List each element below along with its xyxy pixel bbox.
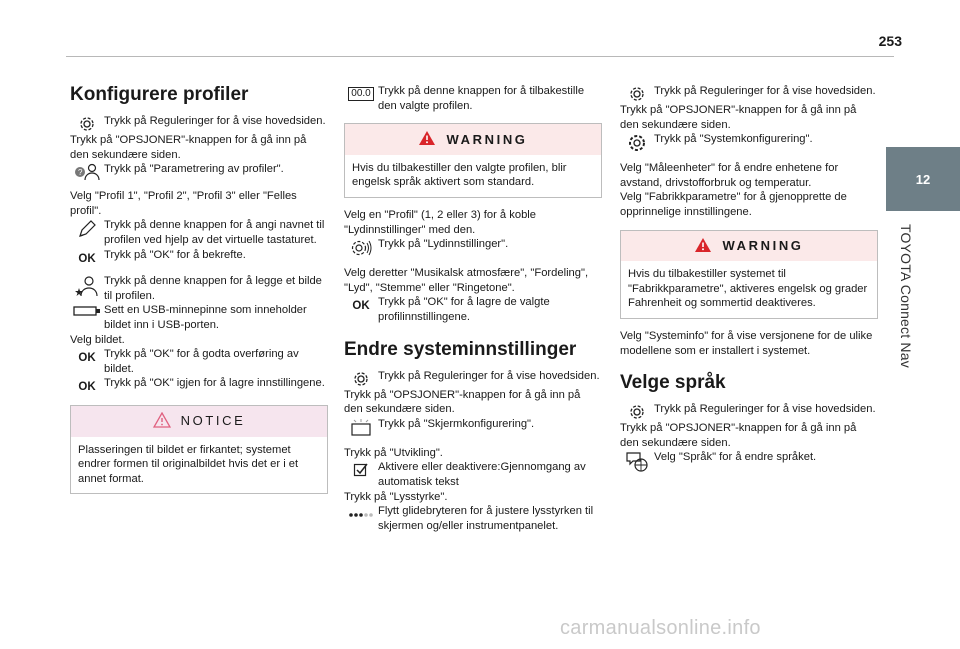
text-c3-p5: Velg "Fabrikkparametre" for å gjenopprette de opprinnelige innstillingene. — [620, 191, 847, 218]
text-c1-p1: Trykk på Reguleringer for å vise hovedsiden. — [104, 115, 326, 127]
text-c1-p11: Trykk på "OK" igjen for å lagre innstillingene. — [104, 377, 325, 390]
watermark: carmanualsonline.info — [560, 617, 761, 639]
svg-text:?: ? — [78, 168, 83, 178]
column-1 — [70, 84, 328, 504]
pencil-icon — [70, 218, 104, 239]
text-c2-p4: Velg deretter "Musikalsk atmosfære", "Fordeling", "Lyd", "Stemme" eller "Ringetone". — [344, 267, 589, 294]
text-c3-p3: Trykk på "Systemkonfigurering". — [654, 133, 813, 146]
heading-choose-language: Velge språk — [620, 372, 726, 394]
text-c3-p6: Velg "Systeminfo" for å vise versjonene for de ulike modellene som er installert i systemet. — [620, 329, 873, 357]
screen-config-icon — [344, 417, 378, 438]
text-c1-p5: Trykk på denne knappen for å angi navnet til profilen ved hjelp av det virtuelle tastaturet. — [104, 219, 325, 246]
ok-icon: OK — [78, 352, 96, 365]
warning-body: Hvis du tilbakestiller den valgte profilen, blir engelsk språk aktivert som standard. — [352, 161, 567, 189]
text-c2-p6: Trykk på Reguleringer for å vise hovedsiden. — [378, 369, 600, 382]
column-3 — [620, 84, 878, 473]
text-c2-p11: Trykk på "Lysstyrke". — [344, 490, 448, 503]
text-c3-p8: Trykk på "OPSJONER"-knappen for å gå inn på den sekundære siden. — [620, 422, 857, 449]
reset-counter-icon — [344, 84, 378, 101]
reset-label: 00.0 — [348, 87, 373, 101]
system-config-icon — [620, 132, 654, 153]
settings-gear-icon — [620, 402, 654, 421]
audio-settings-icon — [344, 237, 378, 258]
heading-change-system-settings: Endre systeminnstillinger — [344, 338, 577, 360]
warning-header — [345, 124, 601, 155]
notice-box — [70, 405, 328, 494]
text-c1-p3: Trykk på "Parametrering av profiler". — [104, 163, 284, 176]
text-c2-p8: Trykk på "Skjermkonfigurering". — [378, 417, 535, 430]
text-c1-p9: Velg bildet. — [70, 333, 125, 346]
warning-title: WARNING — [722, 238, 804, 254]
warning-box-2 — [620, 230, 878, 319]
language-icon — [620, 450, 654, 473]
warning-body: Hvis du tilbakestiller systemet til "Fabrikkparametre", aktiveres engelsk og grader Fahrenheit og sommertid deaktiveres. — [628, 268, 868, 310]
heading-configure-profiles: Konfigurere profiler — [70, 84, 249, 105]
text-c1-p7: Trykk på denne knappen for å legge et bilde til profilen. — [104, 275, 322, 302]
warning-header — [621, 231, 877, 262]
text-c2-p9: Trykk på "Utvikling". — [344, 446, 443, 459]
warning-triangle-icon — [694, 237, 712, 257]
notice-title: NOTICE — [180, 413, 246, 429]
text-c3-p9: Velg "Språk" for å endre språket. — [654, 451, 817, 464]
add-picture-icon — [70, 274, 104, 297]
header-rule — [66, 56, 894, 57]
text-c2-p10: Aktivere eller deaktivere:Gjennomgang av automatisk tekst — [378, 461, 586, 488]
text-c2-p2: Velg en "Profil" (1, 2 eller 3) for å koble "Lydinnstillinger" med den. — [344, 208, 537, 236]
notice-header — [71, 406, 327, 437]
text-c1-p4: Velg "Profil 1", "Profil 2", "Profil 3" eller "Felles profil". — [70, 190, 297, 217]
text-c1-p8: Sett en USB-minnepinne som inneholder bildet inn i USB-porten. — [104, 304, 307, 331]
chapter-number-tab: 12 — [886, 147, 960, 211]
checkbox-icon — [344, 460, 378, 477]
chapter-title: TOYOTA Connect Nav — [898, 224, 914, 368]
text-c1-p10: Trykk på "OK" for å godta overføring av bildet. — [104, 348, 299, 375]
column-2 — [344, 84, 602, 533]
ok-icon: OK — [78, 381, 96, 394]
text-c3-p7: Trykk på Reguleringer for å vise hovedsiden. — [654, 403, 876, 416]
settings-gear-icon — [620, 84, 654, 103]
text-c2-p3: Trykk på "Lydinnstillinger". — [378, 238, 509, 251]
text-c3-p1: Trykk på Reguleringer for å vise hovedsiden. — [654, 85, 876, 97]
brightness-slider-icon — [344, 504, 378, 518]
text-c2-p7: Trykk på "OPSJONER"-knappen for å gå inn på den sekundære siden. — [344, 388, 581, 416]
page-number: 253 — [878, 33, 902, 49]
text-c2-p1: Trykk på denne knappen for å tilbakestille den valgte profilen. — [378, 85, 585, 112]
ok-icon: OK — [352, 300, 370, 313]
text-c3-p4: Velg "Måleenheter" for å endre enhetene for avstand, drivstofforbruk og temperatur. — [620, 162, 839, 189]
settings-gear-icon — [344, 369, 378, 388]
text-c1-p2: Trykk på "OPSJONER"-knappen for å gå inn på den sekundære siden. — [70, 134, 307, 161]
ok-icon: OK — [78, 252, 96, 265]
warning-title: WARNING — [446, 131, 528, 147]
text-c2-p5: Trykk på "OK" for å lagre de valgte profilinnstillingene. — [378, 296, 550, 323]
settings-gear-icon — [70, 114, 104, 133]
warning-box-1 — [344, 123, 602, 198]
text-c2-p12: Flytt glidebryteren for å justere lysstyrken til skjermen og/eller instrumentpanelet. — [378, 505, 594, 532]
warning-triangle-icon — [418, 130, 436, 150]
text-c3-p2: Trykk på "OPSJONER"-knappen for å gå inn på den sekundære siden. — [620, 104, 857, 131]
profile-settings-icon — [70, 162, 104, 181]
notice-triangle-icon — [153, 412, 171, 432]
text-c1-p6: Trykk på "OK" for å bekrefte. — [104, 248, 246, 261]
usb-stick-icon — [70, 303, 104, 318]
notice-body: Plasseringen til bildet er firkantet; systemet endrer formen til originalbildet hvis det er i et annet format. — [78, 443, 299, 485]
